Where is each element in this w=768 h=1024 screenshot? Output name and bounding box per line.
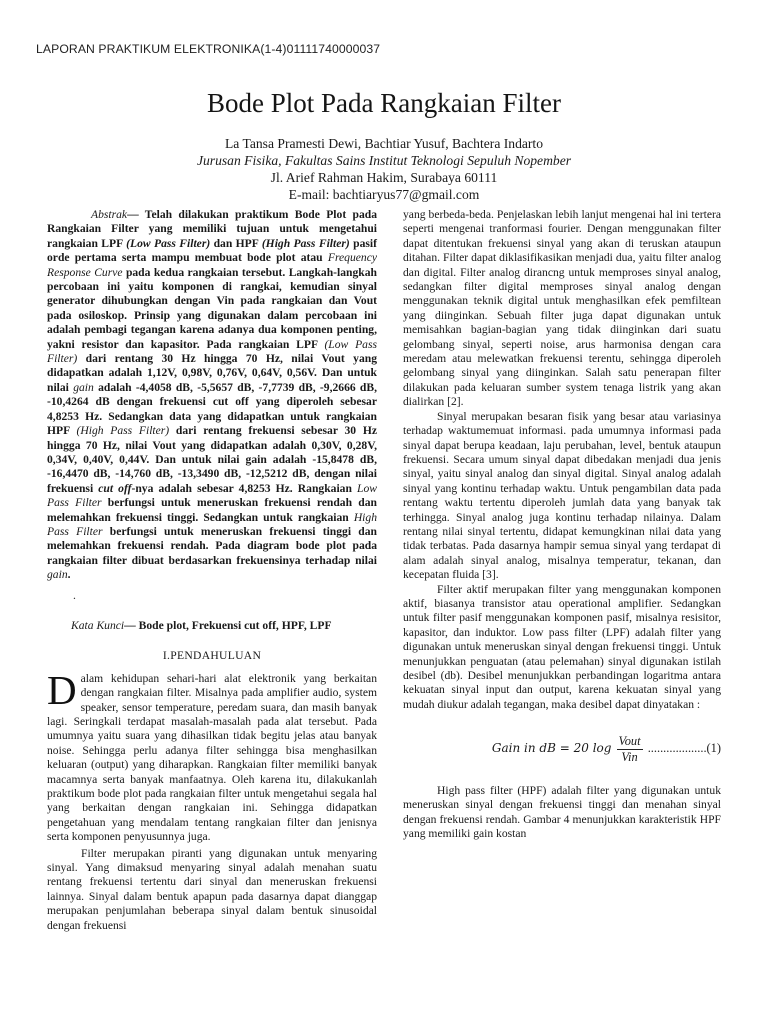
- abstract-text: -nya adalah sebesar 4,8253 Hz. Rangkaian: [131, 481, 357, 495]
- abstract-term: gain: [47, 568, 68, 582]
- abstract-text: dari rentang frekuensi sebesar 30 Hz hingga 70 Hz, nilai Vout yang didapatkan adalah 0,30V, 0,28V, 0,34V, 0,40V, 0,44V. Dan untuk nilai gain adalah -15,8478 dB, -16,4470 dB, -14,760 dB, -13,3490 dB, -12,5212 dB, dengan nilai frekuensi: [47, 424, 377, 495]
- equation-lhs: Gain in dB = 20 log: [491, 740, 612, 755]
- abstract-term: Low Pass Filter: [47, 481, 377, 510]
- running-header: LAPORAN PRAKTIKUM ELEKTRONIKA(1-4)01111740000037: [36, 42, 381, 56]
- left-column: [47, 208, 377, 933]
- abstract-term: (Low Pass Filter): [126, 236, 211, 250]
- intro-paragraph-4: Sinyal merupakan besaran fisik yang besar atau variasinya terhadap waktumemuat informasi. pada umumnya informasi pada sinyal dapat berupa keadaan, laju perubahan, level, bentuk ataupun frekuensi. Secara umum sinyal dapat dibedakan menjadi dua jenis sinyal, yaitu sinyal analog dan sinyal digital. Sinyal analog adalah sinyal yang kontinu terhadap waktu. Untuk pengambilan data pada rentang waktu tertentu diperoleh jumlah data yang banyak tak terhingga. Sinyal analog juga kontinu terhadap nilainya. Dalam rentang nilai sinyal tertentu, didapat kemungkinan nilai data yang tidak terbatas. Pada dasarnya hampir semua sinyal yang terdapat di alam adalah sinyal analog, misalnya temperatur, tekanan, dan kecepatan fluida [3].: [403, 409, 721, 582]
- equation-numerator: Vout: [618, 734, 641, 749]
- right-column: [403, 208, 721, 842]
- equation-1: [403, 734, 721, 764]
- abstract-text: .: [67, 568, 71, 582]
- drop-cap: D: [47, 666, 77, 713]
- abstract-term: (High Pass Filter): [261, 236, 350, 250]
- abstract-term: (Low Pass Filter): [47, 337, 378, 366]
- paper-authors: La Tansa Pramesti Dewi, Bachtiar Yusuf, Bachtera Indarto: [224, 136, 544, 151]
- abstract-term: gain: [73, 380, 94, 394]
- abstract-text: berfungsi untuk meneruskan frekuensi rendah dan melemahkan frekuensi tinggi. Sedangkan untuk rangkaian: [47, 496, 377, 524]
- intro-paragraph-6: High pass filter (HPF) adalah filter yang digunakan untuk meneruskan sinyal dengan frekuensi tinggi dan menahan sinyal dengan frekuensi rendah. Gambar 4 menunjukkan karakteristik HPF yang memiliki gain kostan: [403, 784, 721, 841]
- abstract-text: adalah -4,4058 dB, -5,5657 dB, -7,7739 dB, -9,2666 dB, -10,4264 dB dengan frekuensi cut off yang diperoleh sebesar 4,8253 Hz. Sedangkan data yang didapatkan untuk rangkaian HPF: [47, 380, 378, 438]
- abstract-term: Frequency Response Curve: [47, 251, 377, 279]
- abstract: [47, 208, 377, 583]
- abstract-text: dan HPF: [210, 236, 262, 250]
- keywords: [47, 619, 377, 633]
- abstract-text: pasif orde pertama serta mampu membuat bode plot atau: [47, 236, 377, 265]
- paper-title: Bode Plot Pada Rangkaian Filter: [207, 88, 561, 118]
- equation-fraction: [617, 734, 643, 764]
- equation-denominator: Vin: [621, 749, 638, 764]
- paper-affiliation: Jurusan Fisika, Fakultas Sains Institut Teknologi Sepuluh Nopember: [196, 153, 572, 168]
- abstract-text: pada kedua rangkaian tersebut. Langkah-langkah percobaan ini yaitu komponen di rangkai, kemudian sinyal generator dihubungkan dengan Vin pada rangkaian dan Vout pada osiloskop. Prinsip yang digunakan dalam percobaan ini adalah pembagi tegangan karena adanya dua komponen penting, yakni resistor dan kapasitor. Pada rangkaian LPF: [47, 265, 377, 351]
- abstract-term: cut off: [98, 481, 132, 495]
- abstract-text: berfungsi untuk meneruskan frekuensi tinggi dan melemahkan frekuensi rendah. Pada diagram bode plot pada rangkaian filter dibuat berdasarkan frekuensinya terhadap nilai: [47, 524, 377, 567]
- paragraph-text: alam kehidupan sehari-hari alat elektronik yang berkaitan dengan rangkaian filter. Misalnya pada amplifier audio, system speaker, sensor temperature, peredam suara, dan masih banyak lagi. Seringkali terdapat masalah-masalah pada alat tersebut. Pada umumnya yaitu suara yang dihasilkan tidak begitu jelas atau banyak noise. Sehingga perlu adanya filter sehingga bisa menghasilkan keluaran (output) yang diharapkan. Rangkaian filter memiliki banyak macamnya serta banyak manfaatnya. Oleh karena itu, dilakukanlah praktikum bode plot pada rangkaian filter untuk mengetahui segala hal yang berkaitan dengan rangkaian ini. Sehingga didapatkan pengetahuan yang mendalam tentang rangkaian filter dan jenisnya serta komponen penyusunnya juga.: [47, 671, 377, 844]
- paper-address: Jl. Arief Rahman Hakim, Surabaya 60111: [270, 170, 498, 185]
- equation-number: ...................(1): [647, 740, 721, 755]
- keywords-text: — Bode plot, Frekuensi cut off, HPF, LPF: [124, 618, 332, 632]
- keywords-label: Kata Kunci: [71, 618, 125, 632]
- abstract-term: (High Pass Filter): [76, 424, 170, 438]
- paper-email: E-mail: bachtiaryus77@gmail.com: [288, 187, 480, 202]
- abstract-label: Abstrak: [91, 208, 128, 221]
- section-heading-intro: I.PENDAHULUAN: [162, 649, 262, 663]
- intro-paragraph-1: [47, 666, 377, 845]
- intro-paragraph-2: Filter merupakan piranti yang digunakan untuk menyaring sinyal. Yang dimaksud menyaring sinyal adalah menahan suatu rentang frekuensi tertentu dari sinyal dan meneruskan frekuensi lainnya. Sinyal dalam bentuk apapun pada dasarnya dapat dianggap merupakan penjumlahan beberapa sinyal dalam bentuk sinusoidal dengan frekuensi: [47, 846, 377, 932]
- stray-dot: .: [73, 588, 76, 602]
- abstract-text: dari rentang 30 Hz hingga 70 Hz, nilai Vout yang didapatkan adalah 1,12V, 0,98V, 0,76V, 0,64V, 0,56V. Dan untuk nilai: [47, 352, 377, 394]
- intro-paragraph-5: Filter aktif merupakan filter yang menggunakan komponen aktif, biasanya transistor atau operational amplifier. Sedangkan untuk filter pasif menggunakan komponen pasif, misalnya resisitor, kapasitor, dan induktor. Low pass filter (LPF) adalah filter yang digunakan untuk meneruskan sinyal dengan frekuensi tinggi. Untuk menunjukkan penguatan (atau pelemahan) sinyal digunakan istilah desibel (db). Desibel menunjukkan perbandingan logaritma antara kekuatan sinyal input dan output, karena kekuatan sinyal yang mudah diukur adalah tegangan, maka desibel dapat dinyatakan :: [403, 582, 721, 711]
- abstract-text: — Telah dilakukan praktikum Bode Plot pada Rangkaian Filter yang memiliki tujuan untuk mengetahui rangkaian LPF: [47, 208, 377, 250]
- title-block: [0, 88, 768, 203]
- intro-paragraph-3: yang berbeda-beda. Penjelaskan lebih lanjut mengenai hal ini tertera seperti mengenai tranformasi fourier. Dengan menggunakan filter dapat ditentukan frekuensi sinyal yang akan di teruskan ataupun ditahan. Filter dapat diklasifikasikan menjadi dua, yaitu filter analog dan digital. Filter analog dirancng untuk memproses sinyal analog, sedangkan filter digital memproses sinyal analog dengan menggunakan teknik digital untuk menghasilkan efek pemfiltean yang diinginkan. Sebuah filter juga dapat digunakan untuk memisahkan bagian-bagian yang tidak diinginkan dari suatu gelombang sinyal, seperti noise, arus harmonisa dengan cara meredam atau melewatkan frekuensi terentu, sehingga diperoleh gelombang sinyal yang diinginkan. Salah satu penerapan filter dilakukan pada keluaran sumber system tenaga listrik yang akan dialirkan [2].: [403, 208, 721, 409]
- abstract-term: High Pass Filter: [47, 510, 377, 538]
